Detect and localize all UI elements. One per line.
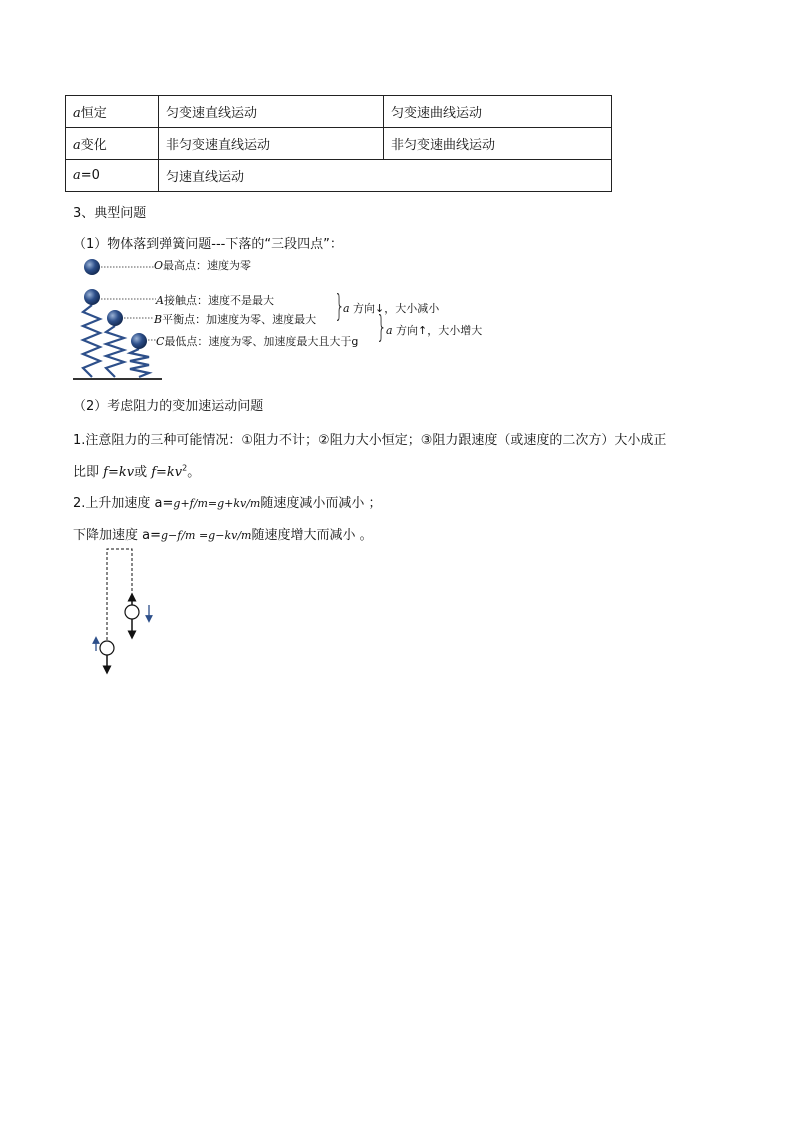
subsection-title: （1）物体落到弹簧问题---下落的“三段四点”：	[73, 237, 343, 252]
point-a-label: A接触点：速度不是最大	[156, 294, 274, 307]
table-cell: a变化	[66, 128, 159, 160]
ball-icon	[125, 605, 139, 619]
brace-icon: }	[376, 310, 387, 345]
ball-icon	[100, 641, 114, 655]
brace-icon: }	[334, 289, 345, 324]
table-cell: 匀变速直线运动	[159, 96, 384, 128]
table-cell: 匀变速曲线运动	[384, 96, 612, 128]
ball-icon	[84, 259, 100, 275]
paragraph-line: 2.上升加速度 a=g+f/m=g+kv/m随速度减小而减小 ；	[73, 496, 382, 511]
ball-icon	[131, 333, 147, 349]
point-b-label: B平衡点：加速度为零、速度最大	[154, 313, 317, 326]
table-cell: 匀速直线运动	[159, 160, 612, 192]
paragraph-line: 下降加速度 a=g−f/m =g−kv/m随速度增大而减小 。	[73, 528, 373, 543]
brace-note-1: a 方向↓，大小减小	[343, 302, 440, 315]
ball-icon	[107, 310, 123, 326]
table-row	[66, 128, 612, 160]
table-cell: 非匀变速直线运动	[159, 128, 384, 160]
paragraph-line: 1.注意阻力的三种可能情况：①阻力不计；②阻力大小恒定；③阻力跟速度（或速度的二次方）大小成正	[73, 433, 667, 448]
brace-note-2: a 方向↑，大小增大	[386, 324, 483, 337]
table-row	[66, 96, 612, 128]
subsection-title: （2）考虑阻力的变加速运动问题	[73, 399, 264, 414]
ball-icon	[84, 289, 100, 305]
point-o-label: O最高点：速度为零	[154, 259, 252, 272]
spring-icon	[130, 349, 149, 377]
table-row	[66, 160, 612, 192]
spring-icon	[83, 305, 100, 377]
table-cell: a=0	[66, 160, 159, 192]
trajectory-path	[107, 549, 132, 640]
motion-classification-table	[65, 95, 612, 192]
resistance-motion-figure	[85, 545, 165, 680]
paragraph-line: 比即 f=kv或 $f=kv^2$。	[73, 463, 201, 480]
point-c-label: C最低点：速度为零、加速度最大且大于g	[156, 335, 359, 348]
spring-icon	[106, 326, 124, 377]
table-cell: a恒定	[66, 96, 159, 128]
table-cell: 非匀变速曲线运动	[384, 128, 612, 160]
section-heading: 3、典型问题	[73, 206, 147, 221]
